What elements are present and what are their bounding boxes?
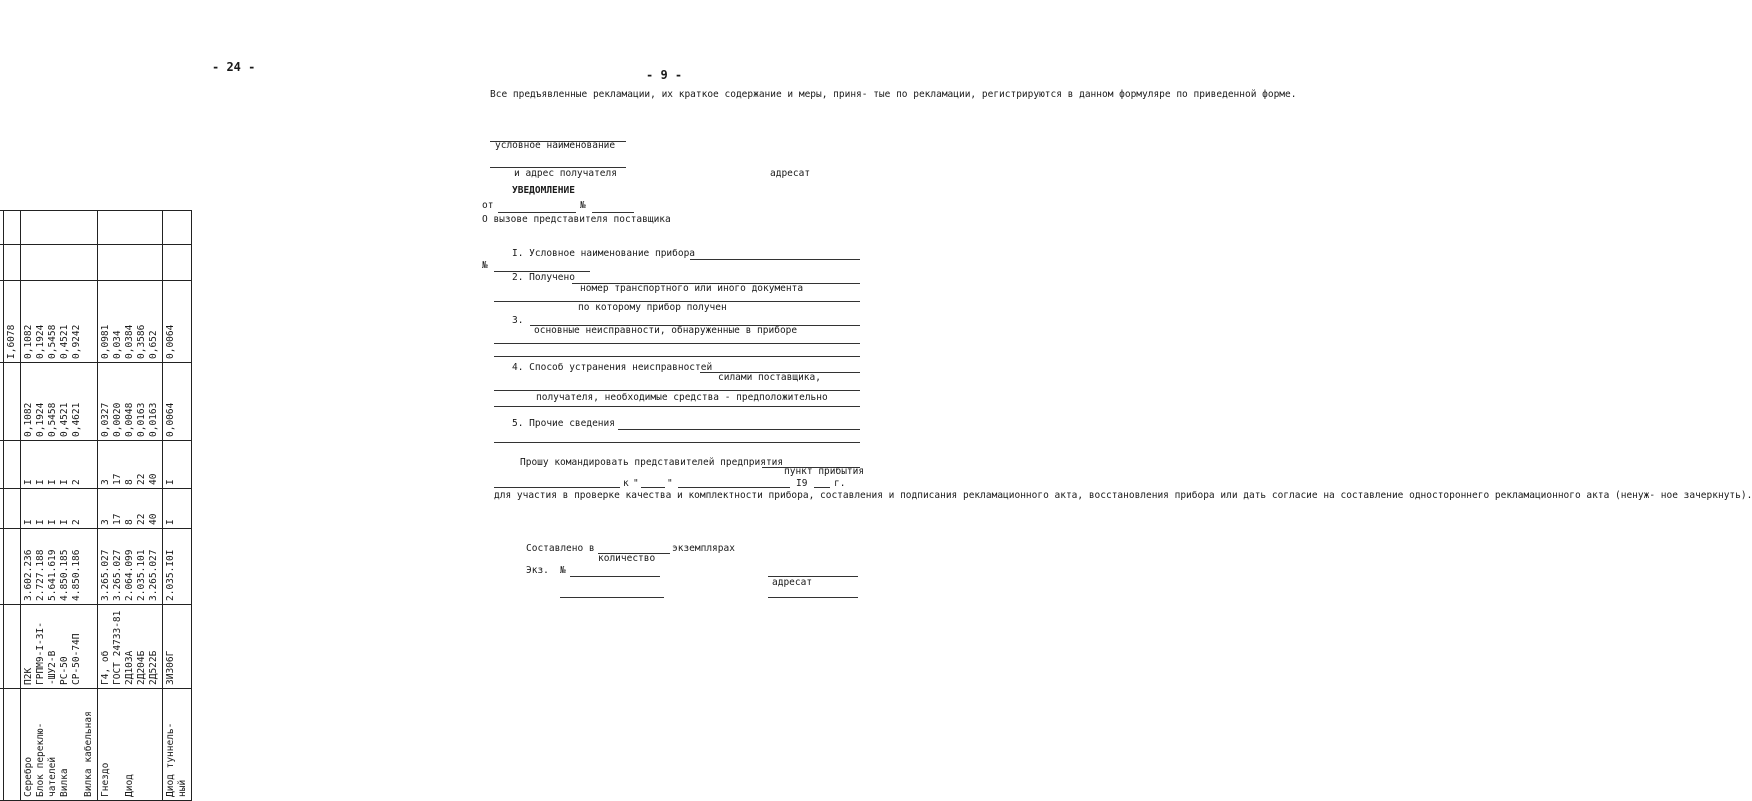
rule-line [814,487,830,488]
cell-col8 [21,245,98,281]
rule-line [690,259,860,260]
number-sign: № [482,260,488,271]
right-page [450,0,1752,689]
request-text: Прошу командировать представителей предприятия [520,457,784,468]
rule-line [678,487,790,488]
cell-name: Диод туннель- ный [163,689,192,801]
cell-col9 [21,211,98,245]
item3-sub: основные неисправности, обнаруженные в приборе [534,325,798,336]
intro-paragraph: Все предъявленные рекламации, их краткое содержание и меры, приня- тые по рекламации, регистрируются в данном формуляре по приведенной форме. [490,89,1297,100]
cell-qty2 [4,441,21,489]
rule-line [494,356,860,357]
quote-close: " [667,478,673,489]
cell-mass: 0,1082 0,1924 0,5458 0,4521 0,4621 [21,363,98,441]
cell-col9 [98,211,163,245]
composed-label: Составлено в [526,543,595,554]
right-page-number: - 9 - [646,68,683,82]
cell-mass: 0,0327 0,0020 0,0048 0,0163 0,0163 [98,363,163,441]
cell-type [4,605,21,689]
table-row [21,211,98,801]
item2-sub1: номер транспортного или иного документа [580,283,804,294]
cell-col9 [4,211,21,245]
rule-line [494,487,620,488]
copy-label: Экз. [526,565,549,576]
rule-line [592,212,634,213]
item3-label: 3. [512,315,524,326]
number-sign: № [580,200,586,211]
rule-line [494,442,860,443]
cell-total: 0,0064 [163,281,192,363]
cell-name: Серебро Блок переклю- чателей Вилка Вилка кабельная [21,689,98,801]
item4-sub2: получателя, необходимые средства - предположительно [536,392,828,403]
rule-line [494,343,860,344]
rule-line [494,390,860,391]
cell-qty2: 3 17 8 22 40 [98,441,163,489]
item1-label: I. Условное наименование прибора [512,248,696,259]
summons-text: О вызове представителя поставщика [482,214,671,225]
cell-mass: 0,0064 [163,363,192,441]
cell-doc: 2.035.I0I [163,529,192,605]
quantity-label: количество [598,553,656,564]
arrival-label: пункт прибытия [784,466,865,477]
number-sign: № [560,565,566,576]
cell-col9 [163,211,192,245]
cell-mass [4,363,21,441]
quote-open: " [633,478,639,489]
cell-col8 [163,245,192,281]
rule-line [618,429,860,430]
cell-total: 0,1082 0,1924 0,5458 0,4521 0,9242 [21,281,98,363]
item4-sub1: силами поставщика, [718,372,821,383]
item4-label: 4. Способ устранения неисправностей [512,362,713,373]
cell-doc: 3.265.027 3.265.027 2.064.099 2.035.101 3.265.027 [98,529,163,605]
rule-line [494,406,860,407]
cell-qty: I [163,489,192,529]
addressee-label: адресат [770,168,811,179]
cell-qty [4,489,21,529]
rule-line [560,597,664,598]
cell-qty: 3 17 8 22 40 [98,489,163,529]
addr-label: и адрес получателя [514,168,617,179]
cell-type: Г4, об ГОСТ 24733-81 2Д103А 2Д204Б 2Д522Б [98,605,163,689]
parts-table [0,210,192,801]
left-page-number: - 24 - [212,60,256,74]
rule-line [768,597,858,598]
rule-line [570,576,660,577]
year-g: г. [834,478,846,489]
cell-qty: I I I I 2 [21,489,98,529]
cell-total: 0,0981 0,034 0,0384 0,3586 0,652 [98,281,163,363]
rotated-table-block [0,211,231,801]
cell-name [4,689,21,801]
item2-label: 2. Получено [512,272,575,283]
cell-total: I,6078 [4,281,21,363]
addressee2-label: адресат [772,577,813,588]
cond-name-label: условное наименование [495,140,616,151]
cell-type: П2К ГРПМ9-I-3I- -ШУ2-В РС-50 СР-50-74П [21,605,98,689]
table-row [4,211,21,801]
cell-name: Гнездо Диод [98,689,163,801]
rule-line [641,487,665,488]
from-label: от [482,200,494,211]
item2-sub2: по которому прибор получен [578,302,727,313]
cell-col8 [98,245,163,281]
cell-qty2: I [163,441,192,489]
table-row [98,211,163,801]
purpose-paragraph: для участия в проверке качества и комплектности прибора, составления и подписания рекламационного акта, восстановления прибора или дать согласие на составление одностороннего рекламационного акта (ненуж- ное зачеркнуть). [494,490,1752,501]
year-19: I9 [796,478,808,489]
cell-doc [4,529,21,605]
cell-type: ЗИ306Г [163,605,192,689]
cell-qty2: I I I I 2 [21,441,98,489]
rule-line [498,212,576,213]
date-k: к [623,478,629,489]
left-page [0,0,450,797]
copies-label: экземплярах [672,543,735,554]
notice-title: УВЕДОМЛЕНИЕ [512,185,575,196]
item5-label: 5. Прочие сведения [512,418,615,429]
cell-col8 [4,245,21,281]
table-row [163,211,192,801]
cell-doc: 3.602.236 2.727.188 5.641.619 4.850.185 4.850.186 [21,529,98,605]
